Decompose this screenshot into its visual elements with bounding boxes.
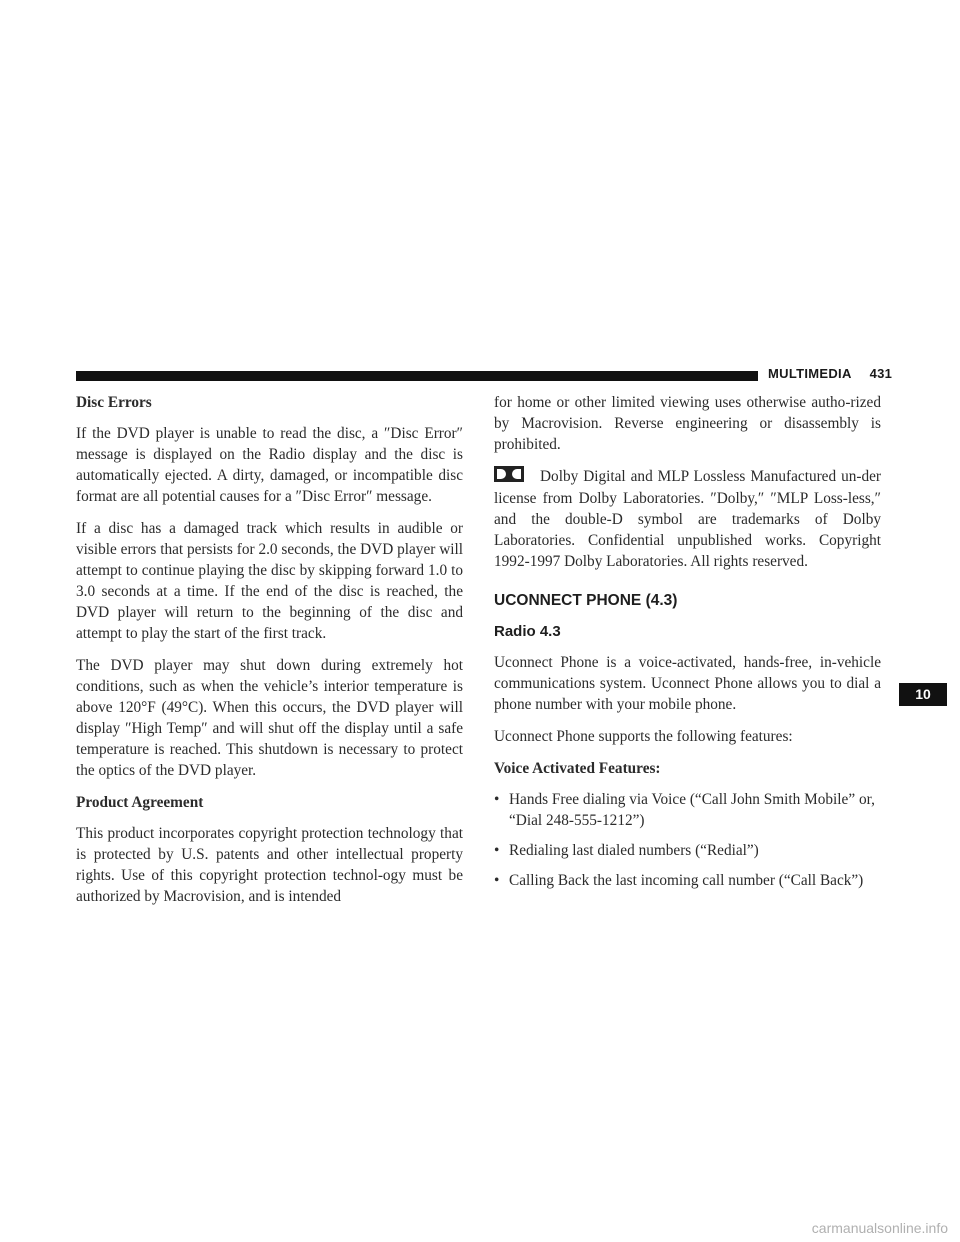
list-item: • Calling Back the last incoming call number (“Call Back”) xyxy=(494,872,864,889)
dolby-paragraph xyxy=(494,466,881,572)
damaged-track-paragraph: If a disc has a damaged track which results in audible or visible errors that persists for 2.0 seconds, the DVD player will attempt to continue playing the disc by skipping forward 1.0 to 3.0 seconds at a time. If the end of the disc is reached, the DVD player will return to the beginning of the disc and attempt to play the start of the first track. xyxy=(76,520,463,642)
section-heading: UCONNECT PHONE (4.3) xyxy=(494,592,678,609)
product-agreement-heading: Product Agreement xyxy=(76,794,204,811)
features-list xyxy=(494,789,881,891)
features-heading: Voice Activated Features: xyxy=(494,760,661,777)
dolby-double-d-icon xyxy=(494,466,524,488)
bullet-icon: • xyxy=(494,842,500,859)
uconnect-intro-paragraph: Uconnect Phone is a voice-activated, hands-free, in-vehicle communications system. Uconnect Phone allows you to dial a phone number with your mobile phone. xyxy=(494,654,881,713)
running-header xyxy=(768,366,892,381)
left-column xyxy=(76,392,463,918)
high-temp-paragraph: The DVD player may shut down during extremely hot conditions, such as when the vehicle’s interior temperature is above 120°F (49°C). When this occurs, the DVD player will display ″High Temp″ and will shut off the display until a safe temperature is reached. This shutdown is necessary to protect the optics of the DVD player. xyxy=(76,657,463,779)
list-item: • Hands Free dialing via Voice (“Call John Smith Mobile” or, “Dial 248-555-1212”) xyxy=(494,791,875,829)
bullet-icon: • xyxy=(494,872,500,889)
right-column xyxy=(494,392,881,900)
footer-watermark: carmanualsonline.info xyxy=(811,1220,948,1236)
copyright-paragraph: This product incorporates copyright protection technology that is protected by U.S. patents and other intellectual property rights. Use of this copyright protection technol-ogy must be authorized by Macrovision, and is intended xyxy=(76,825,463,905)
features-intro-paragraph: Uconnect Phone supports the following features: xyxy=(494,728,793,745)
list-item: • Redialing last dialed numbers (“Redial”) xyxy=(494,842,759,859)
bullet-icon: • xyxy=(494,791,500,808)
dolby-text: Dolby Digital and MLP Lossless Manufactured un-der license from Dolby Laboratories. ″Dolby,″ ″MLP Loss-less,″ and the double-D symbol are trademarks of Dolby Laboratories. Confidential unpublished works. Copyright 1992-1997 Dolby Laboratories. All rights reserved. xyxy=(494,468,881,570)
disc-error-paragraph: If the DVD player is unable to read the disc, a ″Disc Error″ message is displayed on the Radio display and the disc is automatically ejected. A dirty, damaged, or incompatible disc format are all potential causes for a ″Disc Error″ message. xyxy=(76,425,463,505)
disc-errors-heading: Disc Errors xyxy=(76,394,152,411)
page-number: 431 xyxy=(869,366,893,381)
header-rule xyxy=(76,371,758,381)
chapter-tab: 10 xyxy=(899,683,947,706)
section-name: MULTIMEDIA xyxy=(768,366,852,381)
subsection-heading: Radio 4.3 xyxy=(494,623,561,640)
macrovision-paragraph: for home or other limited viewing uses otherwise autho-rized by Macrovision. Reverse engineering or disassembly is prohibited. xyxy=(494,394,881,453)
